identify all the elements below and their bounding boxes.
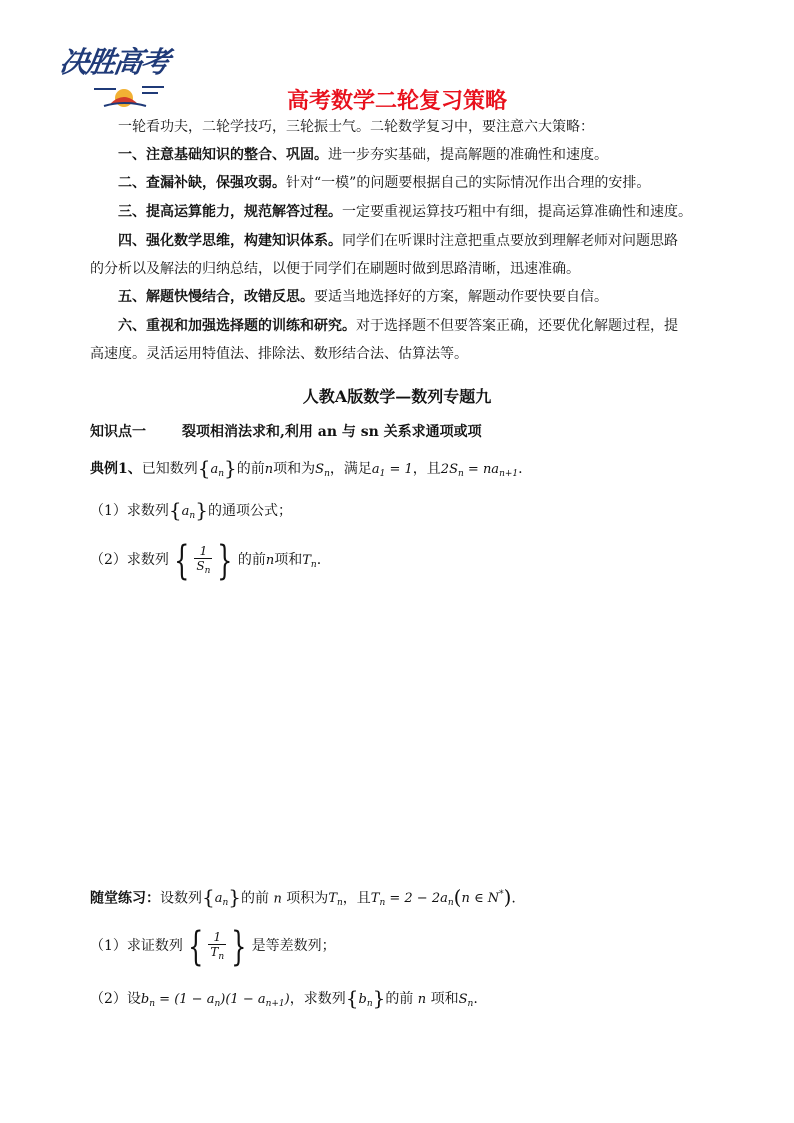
example-question-2: （2）求数列 { $\frac{1}{S_n}$ } 的前n项和$T_n$. bbox=[90, 537, 322, 584]
strategy-3: 三、提高运算能力，规范解答过程。一定要重视运算技巧粗中有细，提高运算准确性和速度。 bbox=[118, 204, 692, 220]
strategy-4-continued: 的分析以及解法的归纳总结，以便于同学们在刷题时做到思路清晰，迅速准确。 bbox=[90, 261, 580, 277]
knowledge-point: 知识点一 裂项相消法求和,利用 an 与 sn 关系求通项或项 bbox=[90, 424, 482, 440]
page-title: 高考数学二轮复习策略 bbox=[286, 89, 507, 114]
intro-paragraph: 一轮看功夫，二轮学技巧，三轮振士气。二轮数学复习中，要注意六大策略： bbox=[118, 119, 594, 135]
logo-brand-text: 决胜高考 bbox=[57, 45, 171, 79]
practice-question-1: （1）求证数列 { $\frac{1}{T_n}$ } 是等差数列； bbox=[90, 923, 336, 970]
strategy-6-continued: 高速度。灵活运用特值法、排除法、数形结合法、估算法等。 bbox=[90, 346, 468, 362]
example-question-1: （1）求数列$\{a_n\}$的通项公式； bbox=[90, 498, 292, 522]
strategy-4: 四、强化数学思维，构建知识体系。同学们在听课时注意把重点要放到理解老师对问题思路 bbox=[118, 233, 678, 249]
strategy-6: 六、重视和加强选择题的训练和研究。对于选择题不但要答案正确，还要优化解题过程，提 bbox=[118, 318, 678, 334]
strategy-5: 五、解题快慢结合，改错反思。要适当地选择好的方案，解题动作要快要自信。 bbox=[118, 289, 608, 305]
strategy-2: 二、查漏补缺，保强攻弱。针对“一模”的问题要根据自己的实际情况作出合理的安排。 bbox=[118, 175, 651, 191]
practice-statement: 随堂练习：设数列$\{a_n\}$的前 n 项积为$T_n$，且$T_n = 2 - 2a_n(n$ ∈ N*). bbox=[90, 885, 516, 910]
strategy-1: 一、注意基础知识的整合、巩固。进一步夯实基础，提高解题的准确性和速度。 bbox=[118, 147, 608, 163]
example-statement: 典例1、已知数列$\{a_n\}$的前n项和为$S_n$，满足$a_1 = 1$，且$2S_n = na_{n+1}$. bbox=[90, 456, 523, 480]
section-title: 人教A版数学—数列专题九 bbox=[302, 387, 492, 406]
practice-question-2: （2）设$b_n = (1 - a_n)(1 - a_{n+1})$，求数列$\{b_n\}$的前 n 项和$S_n$. bbox=[90, 986, 478, 1010]
